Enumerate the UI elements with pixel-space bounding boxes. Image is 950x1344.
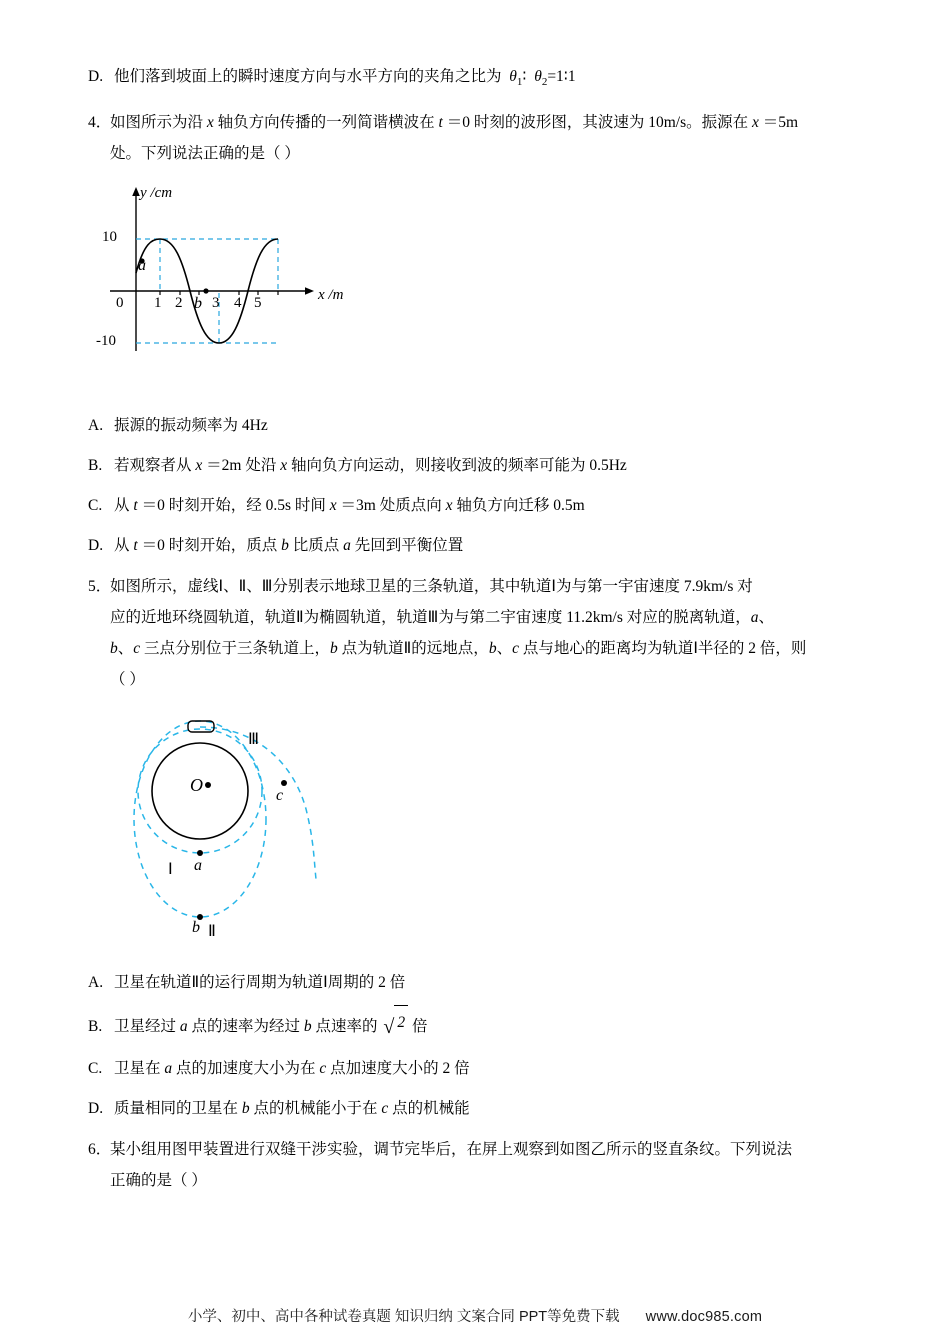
x-axis-label: x /m [318,287,344,304]
question-6-number: 6． [88,1141,112,1159]
option-label: D. [88,537,104,555]
orbit-label-III: Ⅲ [248,731,260,749]
sqrt-2: √ 2 [381,1008,408,1044]
origin-label: 0 [116,295,124,312]
q5-option-d [88,1094,878,1124]
option-text: 质量相同的卫星在 b 点的机械能小于在 c 点的机械能 [114,1100,470,1118]
question-5-text-1: 如图所示，虚线Ⅰ、Ⅱ、Ⅲ分别表示地球卫星的三条轨道，其中轨道Ⅰ为与第一宇宙速度 7.9km/s 对 [110,578,753,596]
question-4-number: 4． [88,114,112,132]
q5-option-c [88,1054,878,1084]
option-label: D. [88,1100,104,1118]
x-tick-5: 5 [254,295,262,312]
wave-figure [96,181,516,381]
question-6-line-1 [88,1134,878,1165]
option-text: 卫星在 a 点的加速度大小为在 c 点加速度大小的 2 倍 [114,1060,470,1078]
question-6-text-1: 某小组用图甲装置进行双缝干涉实验，调节完毕后，在屏上观察到如图乙所示的竖直条纹。下列说法 [110,1141,793,1159]
point-label-c: c [276,787,284,805]
option-label: B. [88,457,103,475]
x-tick-4: 4 [234,295,242,312]
wave-graph-svg [96,181,516,381]
q5-option-b [88,1008,878,1044]
question-5-line-2: 应的近地环绕圆轨道，轨道Ⅱ为椭圆轨道，轨道Ⅲ为与第二宇宙速度 11.2km/s 对应的脱离轨道，a、 [110,609,775,627]
earth-center-label: O [190,775,203,796]
y-tick-neg10: -10 [96,333,116,350]
question-4-text-1: 如图所示为沿 x 轴负方向传播的一列简谐横波在 t ＝0 时刻的波形图，其波速为 10m/s。振源在 x ＝5m [110,114,799,132]
question-5-line-1 [88,571,878,602]
option-text: 卫星经过 a 点的速率为经过 b 点速率的 √ 2 倍 [114,1018,428,1035]
q4-option-d [88,531,878,561]
option-text: 若观察者从 x ＝2m 处沿 x 轴向负方向运动，则接收到波的频率可能为 0.5Hz [114,457,627,475]
q4-option-c [88,491,878,521]
point-label-a: a [194,857,202,875]
option-label: C. [88,1060,103,1078]
x-tick-3: 3 [212,295,220,312]
point-label-a: a [138,257,146,275]
point-label-b: b [192,919,200,937]
y-axis-label: y /cm [140,185,173,202]
question-4-line-2: 处。下列说法正确的是（ ） [110,145,300,163]
question-5-number: 5． [88,578,112,596]
page-footer [0,1305,950,1326]
q4-option-a [88,411,878,441]
question-5-line-3: b、c 三点分别位于三条轨道上，b 点为轨道Ⅱ的远地点，b、c 点与地心的距离均为轨道Ⅰ半径的 2 倍，则 [110,640,807,658]
question-4-line-1 [88,107,878,138]
option-d-q3 [88,62,878,97]
x-tick-2: 2 [175,295,183,312]
x-tick-1: 1 [154,295,162,312]
question-5-line-4: （ ） [110,671,145,689]
option-label: C. [88,497,103,515]
orbit-label-II: Ⅱ [208,923,216,941]
document-content [88,62,878,1196]
option-text: 振源的振动频率为 4Hz [114,417,268,435]
option-label: B. [88,1018,103,1036]
orbit-svg [108,709,438,944]
option-text: 从 t ＝0 时刻开始，经 0.5s 时间 x ＝3m 处质点向 x 轴负方向迁移 0.5m [114,497,585,515]
option-label: D. [88,68,104,85]
point-label-b: b [194,295,202,313]
option-text: 他们落到坡面上的瞬时速度方向与水平方向的夹角之比为 $\theta_1∶$ $\theta_2=1∶1$ [114,68,576,89]
footer-text: 小学、初中、高中各种试卷真题 知识归纳 文案合同 PPT等免费下载 [187,1309,620,1325]
q5-option-a [88,968,878,998]
option-label: A. [88,974,104,992]
q4-option-b [88,451,878,481]
y-tick-10: 10 [102,229,117,246]
orbit-figure [108,709,438,944]
question-6-line-2: 正确的是（ ） [110,1172,207,1190]
orbit-label-I: Ⅰ [168,861,173,879]
footer-url: www.doc985.com [645,1309,763,1325]
option-label: A. [88,417,104,435]
option-text: 卫星在轨道Ⅱ的运行周期为轨道Ⅰ周期的 2 倍 [114,974,406,992]
option-text: 从 t ＝0 时刻开始，质点 b 比质点 a 先回到平衡位置 [114,537,464,555]
